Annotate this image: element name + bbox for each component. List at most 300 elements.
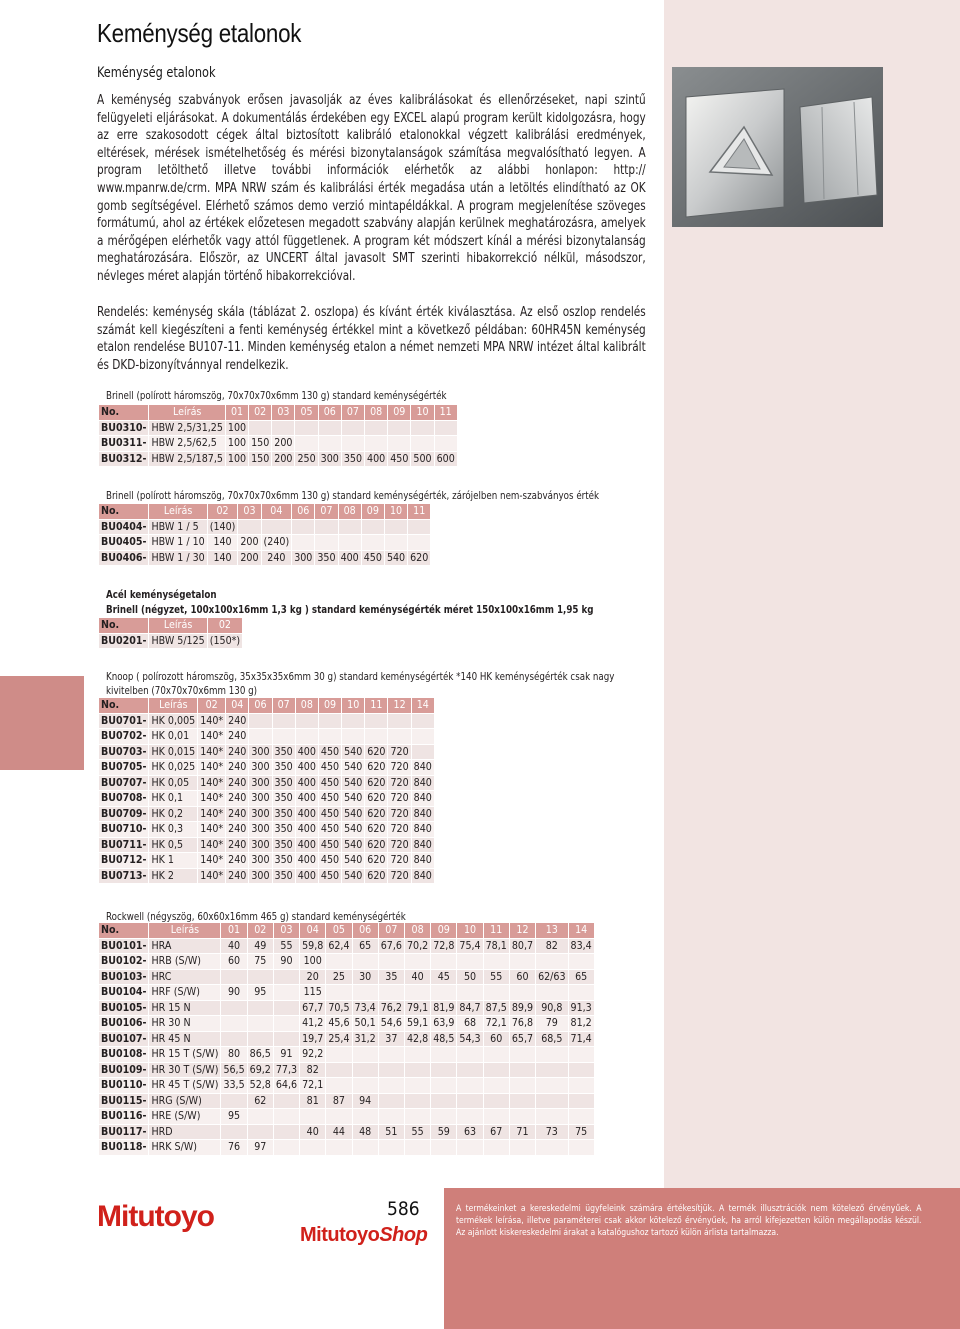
table-row [99, 760, 434, 775]
order-number: BU0311- [101, 437, 147, 450]
table-row [99, 535, 430, 550]
hardness-value: 65 [353, 939, 378, 954]
hardness-value: 300 [251, 745, 270, 758]
hardness-value: 620 [367, 823, 386, 836]
hardness-value [405, 1063, 430, 1078]
hardness-value [379, 1047, 404, 1062]
hardness-value: 720 [390, 854, 409, 867]
scale-description: HRC [149, 970, 220, 985]
table-row [99, 1047, 594, 1062]
hardness-value [249, 714, 271, 729]
left-section-tab [0, 676, 84, 770]
hardness-value [484, 1078, 509, 1093]
column-header: 02 [208, 618, 242, 633]
scale-description: HK 0,005 [151, 714, 196, 727]
hardness-value [388, 729, 410, 744]
hardness-value: 300 [251, 838, 270, 851]
order-number: BU0707- [101, 776, 147, 789]
hardness-value [457, 1063, 482, 1078]
hardness-value [510, 954, 535, 969]
column-header: 08 [365, 405, 387, 420]
column-header: 05 [295, 405, 317, 420]
hardness-value: 75,4 [459, 939, 481, 952]
order-number: BU0103- [101, 970, 147, 983]
hardness-value [412, 714, 434, 729]
column-header: 07 [273, 698, 295, 713]
order-number: BU0116- [101, 1110, 147, 1123]
hardness-value: 240 [228, 807, 247, 820]
hardness-value [536, 1094, 567, 1109]
table-row [99, 1140, 594, 1155]
hardness-value: 720 [390, 838, 409, 851]
hardness-value: 52,8 [249, 1079, 271, 1092]
hardness-value [379, 954, 404, 969]
scale-description: HBW 2,5/187,5 [151, 452, 223, 465]
hardness-value [292, 535, 314, 550]
table-row [99, 634, 242, 649]
hardness-value: 76 [221, 1140, 246, 1155]
column-header: 12 [388, 698, 410, 713]
hardness-value: 140 [208, 551, 238, 566]
hardness-value [569, 985, 594, 1000]
hardness-value: 240 [228, 745, 247, 758]
hardness-value: 620 [367, 869, 386, 882]
order-number: BU0712- [101, 854, 147, 867]
hardness-value [365, 729, 387, 744]
column-header: 02 [198, 698, 225, 713]
hardness-value [248, 1032, 273, 1047]
column-header: 07 [379, 923, 404, 938]
hardness-value: 250 [297, 452, 316, 465]
hardness-value: 720 [390, 792, 409, 805]
hardness-value [248, 1016, 273, 1031]
hardness-value [412, 729, 434, 744]
order-number: BU0404- [101, 520, 147, 533]
product-photo [672, 67, 883, 227]
hardness-value: 140* [200, 792, 224, 805]
hardness-value [431, 954, 456, 969]
hardness-value: 115 [300, 985, 325, 1000]
table-row [99, 853, 434, 868]
hardness-value [365, 421, 387, 436]
order-number: BU0709- [101, 807, 147, 820]
hardness-value: 91 [274, 1047, 299, 1062]
hardness-value: 200 [240, 551, 259, 564]
hardness-value: 720 [390, 776, 409, 789]
column-header: 11 [484, 923, 509, 938]
order-number: BU0713- [101, 869, 147, 882]
order-number: BU0701- [101, 714, 147, 727]
column-header: 09 [362, 504, 384, 519]
hardness-value [510, 1140, 535, 1155]
scale-description: HR 45 T (S/W) [151, 1079, 219, 1092]
hardness-value: 350 [274, 761, 293, 774]
hardness-value: 600 [436, 452, 455, 465]
hardness-value: 31,2 [354, 1032, 376, 1045]
scale-description: HK 0,3 [149, 822, 197, 837]
scale-description: HBW 2,5/62,5 [149, 436, 224, 451]
column-header: 09 [431, 923, 456, 938]
hardness-value: 300 [320, 452, 339, 465]
hardness-value [221, 1032, 246, 1047]
hardness-value: 25 [326, 970, 351, 985]
hardness-value [238, 520, 260, 535]
hardness-value [457, 1094, 482, 1109]
hardness-value: 400 [297, 792, 316, 805]
hardness-value: 55 [484, 970, 509, 985]
hardness-value: 76,2 [380, 1001, 402, 1014]
hardness-value [435, 421, 457, 436]
scale-description: HK 0,1 [149, 791, 197, 806]
column-header: 06 [319, 405, 341, 420]
scale-description: HK 0,025 [151, 761, 196, 774]
hardness-value [248, 1001, 273, 1016]
table1-caption: Brinell (polírott háromszög, 70x70x70x6mm 130 g) standard keménységérték [106, 389, 447, 402]
hardness-value: 540 [344, 807, 363, 820]
order-number: BU0105- [101, 1001, 147, 1014]
hardness-value [221, 1125, 246, 1140]
hardness-value: 620 [367, 761, 386, 774]
scale-description: HR 15 T (S/W) [151, 1048, 219, 1061]
hardness-value: 540 [344, 776, 363, 789]
hardness-value: 72,1 [485, 1017, 507, 1030]
scale-description: HBW 5/125 [151, 634, 205, 647]
hardness-value: 90 [274, 954, 299, 969]
hardness-value [319, 729, 341, 744]
table-row [99, 1078, 594, 1093]
hardness-value: 200 [274, 452, 293, 465]
table-row [99, 421, 457, 436]
column-header: No. [99, 923, 148, 938]
hardness-value: 400 [297, 854, 316, 867]
hardness-value: 100 [300, 954, 325, 969]
hardness-value: 620 [367, 792, 386, 805]
hardness-value: 81,2 [570, 1017, 592, 1030]
hardness-value: 82 [536, 939, 567, 954]
column-header: Leírás [149, 405, 224, 420]
scale-description: HR 30 T (S/W) [151, 1063, 219, 1076]
shop-logo-brand: Mitutoyo [300, 1224, 380, 1246]
hardness-value: 400 [297, 745, 316, 758]
hardness-value: 83,4 [570, 939, 592, 952]
hardness-value [353, 1063, 378, 1078]
hardness-value: 84,7 [459, 1001, 481, 1014]
hardness-value: 81,9 [433, 1001, 455, 1014]
column-header: 06 [353, 923, 378, 938]
hardness-value [457, 985, 482, 1000]
hardness-value: 95 [221, 1109, 246, 1124]
hardness-value [274, 1140, 299, 1155]
hardness-value [326, 1063, 351, 1078]
hardness-value [249, 421, 271, 436]
hardness-value [274, 1032, 299, 1047]
hardness-value: 400 [297, 823, 316, 836]
hardness-value [315, 535, 337, 550]
table5-caption: Rockwell (négyszög, 60x60x16mm 465 g) standard keménységérték [106, 910, 406, 923]
table-header-row [99, 504, 430, 519]
hardness-value: 140* [200, 761, 224, 774]
hardness-value: 840 [413, 807, 432, 820]
hardness-value [342, 714, 364, 729]
hardness-value [388, 436, 410, 451]
hardness-value [457, 954, 482, 969]
hardness-value: 78,1 [485, 939, 507, 952]
hardness-value: 94 [353, 1094, 378, 1109]
hardness-value [339, 520, 361, 535]
hardness-value [431, 985, 456, 1000]
hardness-value: 240 [228, 714, 247, 727]
hardness-value: 63,9 [433, 1017, 455, 1030]
hardness-value: 350 [274, 838, 293, 851]
hardness-value: 67,7 [302, 1001, 324, 1014]
column-header: 08 [405, 923, 430, 938]
column-header: No. [99, 618, 148, 633]
order-number: BU0110- [101, 1079, 147, 1092]
mitutoyo-logo: Mitutoyo [97, 1200, 214, 1233]
hardness-value: 89,9 [511, 1001, 534, 1014]
scale-description: HK 1 [149, 853, 197, 868]
scale-description: HK 0,5 [149, 838, 197, 853]
hardness-value [342, 421, 364, 436]
hardness-value: 620 [367, 776, 386, 789]
hardness-value: 73,4 [354, 1001, 376, 1014]
page-number: 586 [387, 1198, 420, 1220]
hardness-value [315, 520, 337, 535]
hardness-value: 240 [228, 792, 247, 805]
hardness-value: 540 [344, 869, 363, 882]
hardness-value: 77,3 [275, 1063, 298, 1076]
hardness-value [274, 985, 299, 1000]
table-row [99, 452, 457, 467]
hardness-value: 40 [300, 1125, 325, 1140]
hardness-value: 450 [390, 452, 409, 465]
table-row [99, 745, 434, 760]
hardness-value: 240 [262, 551, 292, 566]
hardness-value: 59,8 [302, 939, 324, 952]
hardness-value: 140* [200, 730, 224, 743]
hardness-value [388, 714, 410, 729]
hardness-value: 25,4 [328, 1032, 350, 1045]
table-header-row [99, 618, 242, 633]
hardness-value: 400 [340, 551, 359, 564]
hardness-value: 87,5 [485, 1001, 507, 1014]
column-header: No. [99, 698, 148, 713]
hardness-value [536, 1078, 567, 1093]
hardness-value: 140* [200, 869, 224, 882]
hardness-value: 97 [248, 1140, 273, 1155]
hardness-value [379, 1140, 404, 1155]
hardness-value: 240 [228, 823, 247, 836]
rockwell-table [98, 922, 595, 1156]
hardness-value [273, 714, 295, 729]
scale-description: HR 30 N [149, 1016, 220, 1031]
column-header: 04 [226, 698, 248, 713]
scale-description: HRE (S/W) [149, 1109, 220, 1124]
hardness-value [431, 1109, 456, 1124]
hardness-value [388, 421, 410, 436]
hardness-value [274, 1001, 299, 1016]
hardness-value: 140* [200, 745, 224, 758]
hardness-value [510, 1047, 535, 1062]
hardness-value [339, 535, 361, 550]
hardness-value: 100 [227, 421, 247, 434]
hardness-value: 92,2 [302, 1048, 324, 1061]
hardness-value: 50 [457, 970, 482, 985]
hardness-value: 59,1 [406, 1017, 429, 1030]
hardness-value: 450 [320, 745, 340, 758]
table4-caption2: kivitelben (70x70x70x6mm 130 g) [106, 684, 258, 697]
column-header: 03 [274, 923, 299, 938]
hardness-value: 840 [413, 838, 432, 851]
hardness-value: 450 [320, 854, 340, 867]
hardness-value [295, 421, 317, 436]
table4-caption: Knoop ( polírozott háromszög, 35x35x35x6mm 30 g) standard keménységérték *140 HK keménységérték csak nagy [106, 670, 615, 683]
order-number: BU0104- [101, 986, 147, 999]
table-row [99, 985, 594, 1000]
scale-description: HRG (S/W) [149, 1094, 220, 1109]
hardness-value [431, 1140, 456, 1155]
column-header: 09 [319, 698, 341, 713]
hardness-value [536, 954, 567, 969]
column-header: 10 [457, 923, 482, 938]
hardness-value: 68,5 [536, 1032, 567, 1047]
column-header: 03 [238, 504, 260, 519]
column-header: No. [99, 405, 148, 420]
hardness-value: 540 [386, 551, 406, 564]
hardness-value [379, 1063, 404, 1078]
hardness-value: 140* [200, 838, 224, 851]
scale-description: HRD [149, 1125, 220, 1140]
hardness-value: 400 [297, 869, 316, 882]
hardness-value [248, 1125, 273, 1140]
hardness-value [326, 1078, 351, 1093]
order-number: BU0109- [101, 1063, 147, 1076]
column-header: 08 [339, 504, 361, 519]
table-row [99, 822, 434, 837]
hardness-value: 620 [367, 807, 386, 820]
column-header: 02 [248, 923, 273, 938]
hardness-value: 350 [274, 776, 293, 789]
hardness-value [569, 1094, 594, 1109]
hardness-value [379, 1078, 404, 1093]
hardness-value: 350 [274, 807, 293, 820]
order-number: BU0201- [101, 634, 147, 647]
order-number: BU0106- [101, 1017, 147, 1030]
scale-description: HBW 1 / 5 [149, 520, 206, 535]
order-number: BU0117- [101, 1125, 147, 1138]
hardness-value: 56,5 [223, 1063, 245, 1076]
hardness-value [353, 1140, 378, 1155]
column-header: 05 [326, 923, 351, 938]
hardness-value [412, 745, 434, 760]
shop-logo-shop: Shop [379, 1224, 428, 1246]
hardness-value: 87 [326, 1094, 351, 1109]
order-number: BU0118- [101, 1141, 147, 1154]
hardness-value: 33,5 [223, 1079, 245, 1092]
column-header: 03 [272, 405, 294, 420]
column-header: 07 [315, 504, 337, 519]
hardness-value [536, 1109, 567, 1124]
hardness-value [431, 1094, 456, 1109]
hardness-value [569, 1109, 594, 1124]
hardness-value: 62/63 [538, 970, 566, 983]
hardness-value: 75 [569, 1125, 594, 1140]
scale-description: HRF (S/W) [149, 985, 220, 1000]
hardness-value: 40 [405, 970, 430, 985]
hardness-value: 100 [227, 452, 247, 465]
table-row [99, 551, 430, 566]
scale-description: HK 0,01 [149, 729, 197, 744]
scale-description: HK 2 [149, 869, 197, 884]
table-header-row [99, 405, 457, 420]
hardness-value [221, 1016, 246, 1031]
hardness-value: 240 [228, 838, 247, 851]
hardness-value [292, 520, 314, 535]
hardness-value [295, 436, 317, 451]
column-header: 11 [408, 504, 430, 519]
column-header: 01 [226, 405, 248, 420]
hardness-value [457, 1109, 482, 1124]
column-header: Leírás [149, 504, 206, 519]
hardness-value [221, 1094, 246, 1109]
hardness-value: 400 [297, 776, 316, 789]
hardness-value [569, 954, 594, 969]
hardness-value [274, 1016, 299, 1031]
hardness-value [274, 1094, 299, 1109]
hardness-value: 350 [274, 745, 293, 758]
hardness-value: 720 [390, 807, 409, 820]
hardness-value: 540 [344, 761, 363, 774]
hardness-value: 400 [297, 807, 316, 820]
hardness-value [431, 1078, 456, 1093]
hardness-value: 90 [221, 985, 246, 1000]
hardness-value: 70,5 [328, 1001, 350, 1014]
hardness-value: 300 [251, 776, 270, 789]
hardness-value [431, 1063, 456, 1078]
hardness-value: 75 [248, 954, 273, 969]
hardness-value: 350 [317, 551, 336, 564]
column-header: 06 [249, 698, 271, 713]
table-row [99, 1001, 594, 1016]
hardness-value [379, 1094, 404, 1109]
footer-disclaimer: A termékeinket a kereskedelmi ügyfeleink számára értékesítjük. A termék illusztrációk nem kötelező érvényűek. A termékek leírása, illetve paraméterei csak akkor kötelező érvényűek, ha arról kifejezetten külön megállapodás készül. Az ajánlott kiskereskedelmi árakat a katalógushoz tartozó külön árlista tartalmazza. [456, 1204, 922, 1238]
hardness-value: 65,7 [511, 1032, 534, 1045]
hardness-value: 200 [240, 536, 259, 549]
hardness-value: 500 [413, 452, 432, 465]
hardness-value [319, 436, 341, 451]
scale-description: HBW 1 / 30 [151, 551, 205, 564]
hardness-value: 620 [410, 551, 429, 564]
scale-description: HR 45 N [149, 1032, 220, 1047]
table2-caption: Brinell (polírott háromszög, 70x70x70x6mm 130 g) standard keménységérték, zárójelben nem-szabványos érték [106, 489, 600, 502]
hardness-value [221, 1001, 246, 1016]
hardness-value: 80,7 [511, 939, 534, 952]
table-row [99, 776, 434, 791]
scale-description: HRA [149, 939, 220, 954]
order-number: BU0710- [101, 823, 147, 836]
table-row [99, 970, 594, 985]
table-row [99, 1063, 594, 1078]
hardness-value [262, 520, 292, 535]
hardness-value: 71,4 [570, 1032, 592, 1045]
order-paragraph: Rendelés: keménység skála (táblázat 2. oszlopa) és kívánt érték kiválasztása. Az első oszlop rendelés számát kell kiegészíteni a fenti keménység értékkel mint a következő példában: 60HR45N keménység etalon rendelése BU107-11. Minden keménység etalon a német nemzeti MPA NRW intézet által kalibrált és DKD-bizonyítvánnyal rendelkezik. [97, 305, 646, 373]
hardness-value [296, 714, 318, 729]
hardness-value [484, 1063, 509, 1078]
table-row [99, 1032, 594, 1047]
brinell-triangle-table [98, 404, 458, 467]
hardness-value [221, 970, 246, 985]
table-row [99, 729, 434, 744]
